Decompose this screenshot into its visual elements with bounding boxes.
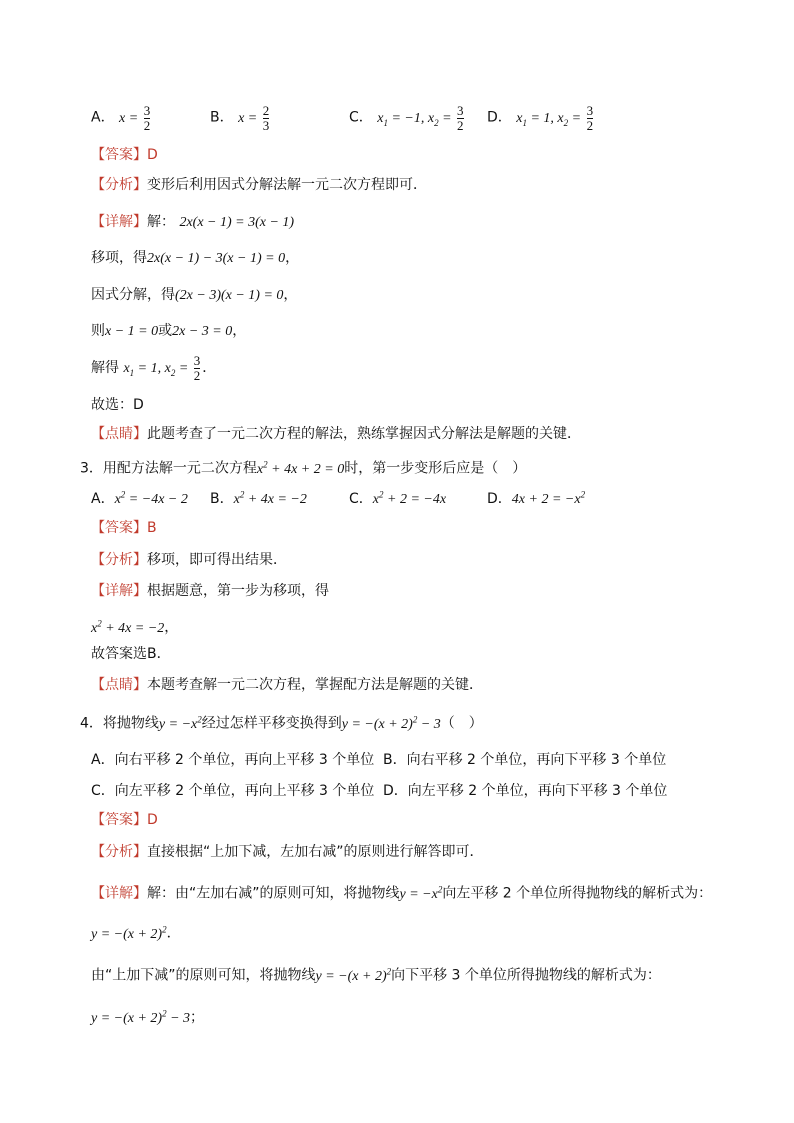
q4-detail-a2: 向左平移 2 个单位所得抛物线的解析式为： [442, 885, 713, 902]
q3-comment-tag: 【点睛】 [91, 677, 147, 693]
q3-comment [91, 676, 483, 694]
q2-option-b-math: x = $\frac{2}{3}$ [238, 103, 270, 133]
q3-answer-value: B [147, 520, 157, 536]
q2-option-a-math: x = $\frac{3}{2}$ [119, 103, 151, 133]
q4-stem: 4．将抛物线$y = -x^2$经过怎样平移变换得到$y = -(x + 2)^2 - 3$（ ） [80, 714, 483, 732]
q3-analysis [91, 551, 287, 569]
q2-detail-tag: 【详解】 [91, 214, 147, 230]
q3-analysis-text: 移项，即可得出结果． [147, 552, 287, 568]
q4-detail-tag: 【详解】 [91, 885, 147, 902]
q4-option-a-label: A． [91, 752, 115, 768]
q4-detail-b1: 由“上加下减”的原则可知，将抛物线 [91, 967, 316, 984]
q3-choose [91, 645, 171, 663]
q4-stem-c: （ ） [440, 715, 483, 732]
q2-step-solve: 解得 $x_1 = 1$, $x_2$ = $\frac{3}{2}$ ． [91, 353, 217, 384]
q2-step-or: 或 [158, 323, 173, 339]
q2-step-factor: 因式分解，得(2x − 3)(x − 1) = 0， [91, 287, 298, 303]
q3-stem-equation: $x^2 + 4x + 2 = 0$ [256, 459, 345, 477]
q4-option-d-text: 向左平移 2 个单位，再向下平移 3 个单位 [407, 783, 668, 799]
q4-option-d-label: D． [383, 783, 408, 799]
q2-comment [91, 425, 581, 443]
q3-analysis-tag: 【分析】 [91, 552, 147, 568]
q2-analysis [91, 176, 427, 194]
q4-option-c-text: 向左平移 2 个单位，再向上平移 3 个单位 [114, 783, 375, 799]
q2-option-b-label: B． [210, 109, 234, 126]
q4-stem-b: 经过怎样平移变换得到 [201, 715, 342, 732]
q3-number: 3． [80, 460, 103, 477]
q4-option-a [91, 749, 374, 769]
q2-option-a [91, 104, 152, 133]
q4-option-c [91, 780, 374, 800]
q4-detail-b2: 向下平移 3 个单位所得抛物线的解析式为： [391, 967, 661, 984]
q2-option-d-label: D． [487, 109, 512, 126]
q2-solution-math: $x_1 = 1$, $x_2$ = $\frac{3}{2}$ [123, 353, 201, 384]
q2-option-c-math: $x_1 = -1$, $x_2$ = $\frac{3}{2}$ [377, 103, 464, 133]
q2-equation: 2x(x − 1) = 3(x − 1) [179, 215, 295, 230]
q4-analysis [91, 843, 484, 861]
q4-answer [91, 811, 158, 829]
q4-detail: 【详解】解：由“左加右减”的原则可知，将抛物线$y = -x^2$向左平移 2 个单位所得抛物线的解析式为： [91, 884, 713, 902]
q2-step-move-math: 2x(x − 1) − 3(x − 1) = 0 [147, 251, 286, 266]
q2-step-factor-text: 因式分解，得 [91, 287, 175, 303]
q4-option-d [383, 780, 667, 800]
q4-stem-a: 将抛物线 [102, 715, 159, 732]
q3-option-d: D．$4x + 2 = -x^2$ [487, 489, 586, 507]
q3-option-b-label: B． [210, 491, 234, 507]
q2-step-move: 移项，得2x(x − 1) − 3(x − 1) = 0， [91, 250, 300, 266]
q2-answer-value: D [147, 147, 158, 163]
q2-option-b [210, 104, 271, 133]
q2-step-factor-math: (2x − 3)(x − 1) = 0 [175, 288, 284, 303]
q4-detail-math-2: $y = -(x + 2)^2 - 3$； [91, 1008, 205, 1026]
q4-option-b-label: B． [383, 752, 407, 768]
q3-detail-math: $x^2 + 4x = -2$， [91, 618, 179, 636]
q3-option-c-label: C． [349, 491, 373, 507]
q4-analysis-tag: 【分析】 [91, 844, 147, 860]
q2-choose [91, 396, 144, 414]
q2-detail-intro: 解： [147, 214, 175, 230]
q2-option-d [487, 104, 595, 133]
q2-comment-text: 此题考查了一元二次方程的解法，熟练掌握因式分解法是解题的关键． [147, 426, 581, 442]
q3-detail-text: 根据题意，第一步为移项，得 [147, 583, 329, 599]
q3-answer-tag: 【答案】 [91, 520, 147, 536]
q2-answer [91, 146, 158, 164]
q3-stem [80, 455, 526, 479]
q2-option-a-label: A． [91, 109, 115, 126]
q2-step-move-text: 移项，得 [91, 250, 147, 266]
q2-step-then: 则x − 1 = 0或2x − 3 = 0， [91, 323, 247, 339]
q3-comment-text: 本题考查解一元二次方程，掌握配方法是解题的关键． [147, 677, 483, 693]
q2-option-d-math: $x_1 = 1$, $x_2$ = $\frac{3}{2}$ [516, 103, 594, 133]
q3-option-d-label: D． [487, 491, 512, 507]
q2-answer-tag: 【答案】 [91, 147, 147, 163]
q4-detail-b: 由“上加下减”的原则可知，将抛物线$y = -(x + 2)^2$向下平移 3 个单位所得抛物线的解析式为： [91, 966, 661, 984]
q4-number: 4． [80, 715, 103, 732]
q2-step-then-text: 则 [91, 323, 105, 339]
q3-option-a: A．$x^2 = -4x - 2$ [91, 489, 188, 507]
q3-option-a-label: A． [91, 491, 115, 507]
q2-detail [91, 213, 294, 232]
q2-option-c-label: C． [349, 109, 373, 126]
q3-choose-text: 故答案选B． [91, 646, 171, 662]
q4-answer-value: D [147, 812, 158, 828]
q4-analysis-text: 直接根据“上加下减，左加右减”的原则进行解答即可． [147, 844, 484, 860]
q4-option-b-text: 向右平移 2 个单位，再向下平移 3 个单位 [406, 752, 667, 768]
q4-option-a-text: 向右平移 2 个单位，再向上平移 3 个单位 [114, 752, 375, 768]
q2-step-solve-text: 解得 [91, 360, 119, 376]
q3-option-b: B．$x^2 + 4x = -2$ [210, 489, 307, 507]
q3-stem-a: 用配方法解一元二次方程 [102, 460, 257, 477]
q3-detail-tag: 【详解】 [91, 583, 147, 599]
q4-detail-math-1: $y = -(x + 2)^2$． [91, 924, 181, 942]
q2-analysis-tag: 【分析】 [91, 177, 147, 193]
q2-option-c [349, 104, 466, 133]
q2-comment-tag: 【点睛】 [91, 426, 147, 442]
q4-answer-tag: 【答案】 [91, 812, 147, 828]
q3-detail [91, 582, 329, 600]
q2-choose-text: 故选：D [91, 397, 144, 413]
q3-stem-b: 时，第一步变形后应是（ ） [344, 460, 527, 477]
q3-option-c: C．$x^2 + 2 = -4x$ [349, 489, 447, 507]
q3-answer [91, 519, 157, 537]
q2-analysis-text: 变形后利用因式分解法解一元二次方程即可． [147, 177, 427, 193]
q4-detail-a1: 解：由“左加右减”的原则可知，将抛物线 [147, 885, 400, 902]
q4-option-b [383, 749, 666, 769]
q4-option-c-label: C． [91, 783, 115, 799]
